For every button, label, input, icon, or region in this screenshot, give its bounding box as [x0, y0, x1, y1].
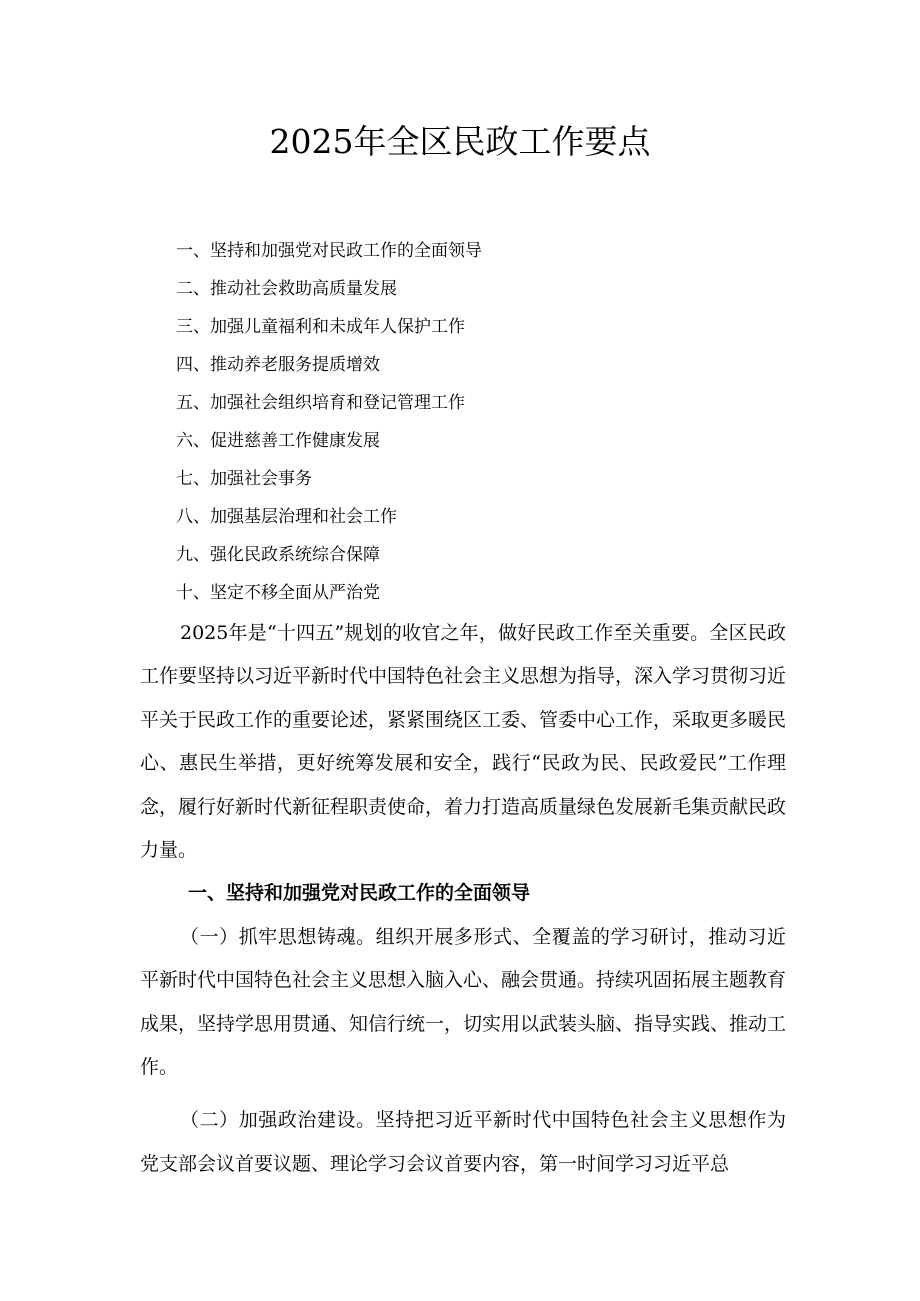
toc-item: 五、加强社会组织培育和登记管理工作 — [176, 393, 465, 413]
toc-item: 七、加强社会事务 — [176, 469, 312, 489]
document-body — [140, 612, 786, 1186]
toc-item: 三、加强儿童福利和未成年人保护工作 — [176, 317, 465, 337]
toc-item: 二、推动社会救助高质量发展 — [176, 279, 397, 299]
table-of-contents — [176, 232, 796, 612]
toc-item: 六、促进慈善工作健康发展 — [176, 431, 380, 451]
document-title: 2025年全区民政工作要点 — [269, 122, 651, 162]
toc-item: 四、推动养老服务提质增效 — [176, 355, 380, 375]
toc-item: 八、加强基层治理和社会工作 — [176, 507, 397, 527]
section-paragraph: （二）加强政治建设。坚持把习近平新时代中国特色社会主义思想作为党支部会议首要议题、理论学习会议首要内容，第一时间学习习近平总 — [140, 1109, 786, 1175]
toc-item: 十、坚定不移全面从严治党 — [176, 583, 380, 603]
paragraph-gap — [140, 1089, 786, 1099]
section-heading: 一、坚持和加强党对民政工作的全面领导 — [188, 882, 531, 905]
section-paragraph: （一）抓牢思想铸魂。组织开展多形式、全覆盖的学习研讨，推动习近平新时代中国特色社会主义思想入脑入心、融会贯通。持续巩固拓展主题教育成果，坚持学思用贯通、知信行统一，切实用以武装头脑、指导实践、推动工作。 — [140, 925, 787, 1079]
toc-item: 一、坚持和加强党对民政工作的全面领导 — [176, 241, 482, 261]
toc-item: 九、强化民政系统综合保障 — [176, 545, 380, 565]
intro-paragraph: 2025年是“十四五”规划的收官之年，做好民政工作至关重要。全区民政工作要坚持以习近平新时代中国特色社会主义思想为指导，深入学习贯彻习近平关于民政工作的重要论述，紧紧围绕区工委、管委中心工作，采取更多暖民心、惠民生举措，更好统筹发展和安全，践行“民政为民、民政爱民”工作理念，履行好新时代新征程职责使命，着力打造高质量绿色发展新毛集贡献民政力量。 — [140, 622, 787, 862]
